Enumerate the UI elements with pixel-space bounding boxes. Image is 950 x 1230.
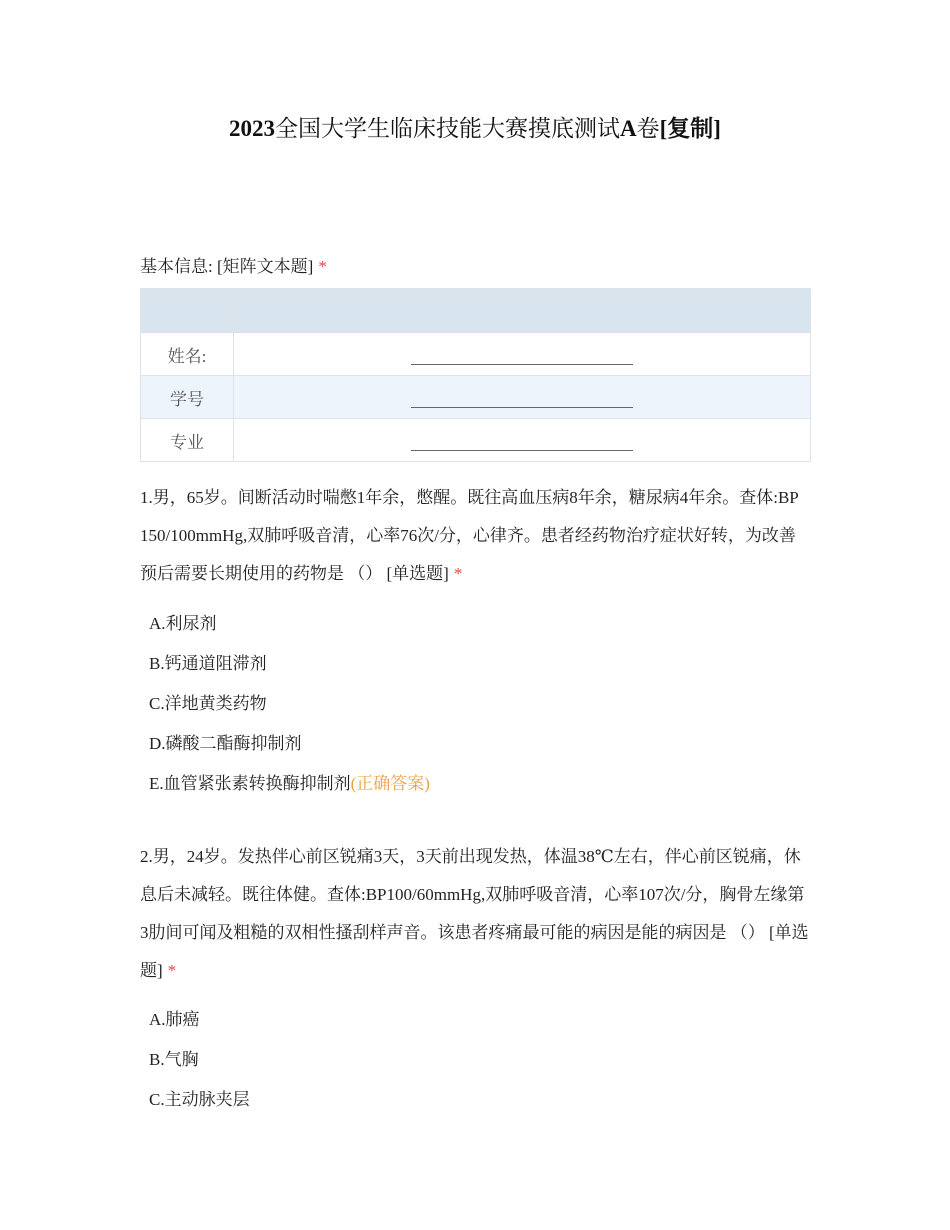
q2-option-b[interactable]: B.气胸 — [149, 1050, 199, 1069]
question-2 — [140, 838, 810, 990]
q2-option-a[interactable]: A.肺癌 — [149, 1010, 200, 1029]
name-input[interactable] — [234, 333, 811, 376]
blank-line — [411, 350, 633, 365]
page-title — [0, 110, 950, 143]
q1-option-b[interactable]: B.钙通道阻滞剂 — [149, 654, 267, 673]
required-mark: * — [453, 564, 463, 583]
required-mark: * — [318, 257, 327, 276]
question-2-text: 2.男，24岁。发热伴心前区锐痛3天，3天前出现发热，体温38℃左右，伴心前区锐痛，休息后未减轻。既往体健。查体:BP100/60mmHg,双肺呼吸音清，心率107次/分，胸骨左缘第3肋间可闻及粗糙的双相性搔刮样声音。该患者疼痛最可能的病因是能的病因是 （） [单选题] — [140, 847, 809, 980]
basic-info-type: [矩阵文本题] — [216, 257, 314, 276]
q1-option-e-text: E.血管紧张素转换酶抑制剂 — [149, 774, 351, 793]
matrix-row-name — [141, 333, 811, 376]
basic-info-title: 基本信息: — [140, 257, 213, 276]
title-text: 全国大学生临床技能大赛摸底测试 — [275, 116, 621, 141]
required-mark: * — [167, 961, 177, 980]
correct-answer-label: (正确答案) — [350, 774, 430, 793]
q1-option-a[interactable]: A.利尿剂 — [149, 614, 217, 633]
student-id-input[interactable] — [234, 376, 811, 419]
matrix-row-label: 学号 — [141, 376, 234, 419]
title-tag: [复制] — [659, 116, 721, 141]
q1-option-c[interactable]: C.洋地黄类药物 — [149, 694, 267, 713]
question-1-text: 1.男，65岁。间断活动时喘憋1年余，憋醒。既往高血压病8年余，糖尿病4年余。查体:BP 150/100mmHg,双肺呼吸音清，心率76次/分，心律齐。患者经药物治疗症状好转，为改善预后需要长期使用的药物是 （） [单选题] — [140, 488, 799, 583]
q1-option-e[interactable] — [149, 769, 430, 794]
major-input[interactable] — [234, 419, 811, 462]
matrix-row-student-id — [141, 376, 811, 419]
matrix-row-label: 姓名: — [141, 333, 234, 376]
title-letter: A — [620, 116, 637, 141]
q1-option-d[interactable]: D.磷酸二酯酶抑制剂 — [149, 734, 302, 753]
basic-info-matrix — [140, 288, 811, 462]
matrix-header-cell — [141, 289, 234, 333]
title-suffix: 卷 — [636, 116, 660, 141]
matrix-header-cell — [234, 289, 811, 333]
blank-line — [411, 393, 633, 408]
blank-line — [411, 436, 633, 451]
q2-option-c[interactable]: C.主动脉夹层 — [149, 1090, 250, 1109]
matrix-row-label: 专业 — [141, 419, 234, 462]
matrix-header-row — [141, 289, 811, 333]
basic-info-label — [140, 252, 327, 277]
title-year: 2023 — [229, 116, 276, 141]
matrix-row-major — [141, 419, 811, 462]
question-1 — [140, 479, 810, 593]
